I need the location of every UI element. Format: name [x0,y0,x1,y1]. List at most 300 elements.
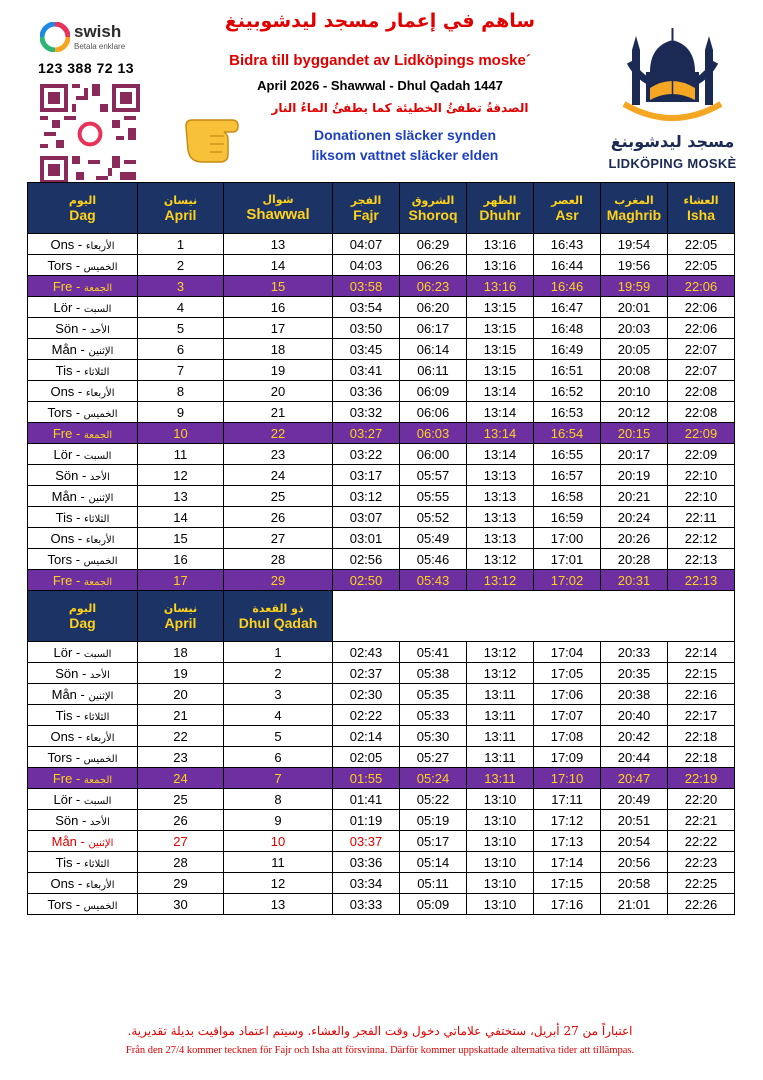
cell-april-day: 4 [138,297,224,318]
separator: - [74,530,86,546]
table-row [28,873,735,894]
table-row [28,444,735,465]
day-swedish: Tors [47,749,73,765]
cell-day [28,873,138,894]
header2-day: اليوم Dag [28,591,138,642]
cell-april-day: 14 [138,507,224,528]
cell-shoroq: 06:26 [400,255,467,276]
day-swedish: Lör [53,299,73,315]
cell-asr: 16:57 [534,465,601,486]
hadith-swedish-line-2: liksom vattnet släcker elden [311,147,499,163]
day-arabic: الخميس [83,900,118,912]
day-swedish: Tors [47,257,73,273]
cell-dhuhr: 13:12 [467,549,534,570]
table-row [28,726,735,747]
day-arabic: الإثنين [88,690,114,702]
cell-hijri-day: 12 [224,873,333,894]
swish-name: swish [74,22,122,41]
cell-isha: 22:19 [668,768,735,789]
cell-april-day: 5 [138,318,224,339]
cell-dhuhr: 13:10 [467,894,534,915]
cell-april-day: 30 [138,894,224,915]
table-row [28,852,735,873]
cell-isha: 22:13 [668,549,735,570]
cell-shoroq: 06:09 [400,381,467,402]
day-arabic: الخميس [83,408,118,420]
cell-shoroq: 06:17 [400,318,467,339]
cell-maghrib: 20:28 [601,549,668,570]
table-row [28,549,735,570]
cell-fajr: 03:17 [333,465,400,486]
separator: - [74,236,86,252]
cell-asr: 16:53 [534,402,601,423]
day-arabic: الإثنين [88,837,114,849]
cell-dhuhr: 13:14 [467,444,534,465]
cell-fajr: 02:05 [333,747,400,768]
cell-day [28,570,138,591]
cell-hijri-day: 14 [224,255,333,276]
swish-brand [40,22,150,58]
pointing-hand-icon [180,108,260,168]
prayer-times-table [27,182,735,915]
table-row [28,318,735,339]
header-shawwal: شوال Shawwal [224,183,333,234]
cell-shoroq: 05:11 [400,873,467,894]
day-arabic: الجمعة [83,576,113,588]
cell-hijri-day: 15 [224,276,333,297]
cell-april-day: 29 [138,873,224,894]
separator: - [72,896,84,912]
cell-dhuhr: 13:15 [467,297,534,318]
cell-fajr: 01:41 [333,789,400,810]
table-row [28,276,735,297]
cell-day [28,663,138,684]
cell-asr: 17:07 [534,705,601,726]
day-arabic: الثلاثاء [84,513,110,525]
cell-asr: 17:12 [534,810,601,831]
day-swedish: Tis [55,854,73,870]
day-swedish: Fre [52,770,73,786]
cell-fajr: 03:12 [333,486,400,507]
separator: - [72,749,84,765]
cell-hijri-day: 13 [224,894,333,915]
cell-fajr: 03:33 [333,894,400,915]
cell-shoroq: 06:23 [400,276,467,297]
cell-shoroq: 05:49 [400,528,467,549]
hadith-swedish-line-1: Donationen släcker synden [313,127,497,143]
footnote-arabic: اعتباراً من 27 أبريل، ستختفي علاماتي دخول وقت الفجر والعشاء. وسيتم اعتماد مواقيت بديلة تقديرية. [127,1024,633,1038]
table-row [28,528,735,549]
header-isha: العشاء Isha [668,183,735,234]
cell-maghrib: 20:26 [601,528,668,549]
cell-fajr: 03:32 [333,402,400,423]
cell-maghrib: 20:44 [601,747,668,768]
day-arabic: الثلاثاء [84,858,110,870]
day-arabic: الخميس [83,753,118,765]
swish-number: 123 388 72 13 [38,60,135,76]
cell-asr: 17:02 [534,570,601,591]
cell-day [28,549,138,570]
table-row [28,570,735,591]
cell-dhuhr: 13:10 [467,852,534,873]
cell-day [28,528,138,549]
cell-fajr: 03:50 [333,318,400,339]
cell-dhuhr: 13:16 [467,234,534,255]
cell-hijri-day: 5 [224,726,333,747]
cell-hijri-day: 26 [224,507,333,528]
table-row [28,402,735,423]
title-arabic: ساهم في إعمار مسجد ليدشوبينغ [224,10,536,32]
cell-asr: 16:59 [534,507,601,528]
separator: - [72,854,85,870]
day-arabic: الأربعاء [85,879,115,891]
cell-hijri-day: 23 [224,444,333,465]
cell-hijri-day: 18 [224,339,333,360]
cell-isha: 22:10 [668,486,735,507]
table-row [28,684,735,705]
cell-hijri-day: 11 [224,852,333,873]
cell-isha: 22:17 [668,705,735,726]
footnote-swedish: Från den 27/4 kommer tecknen för Fajr och Isha att försvinna. Därför kommer uppskattade alternativa tider att tillämpas. [125,1045,635,1056]
cell-fajr: 03:36 [333,381,400,402]
cell-april-day: 12 [138,465,224,486]
separator: - [74,875,86,891]
separator: - [72,551,84,567]
day-arabic: الأحد [89,669,110,681]
day-arabic: الجمعة [83,429,113,441]
cell-fajr: 02:56 [333,549,400,570]
cell-april-day: 22 [138,726,224,747]
cell-fajr: 03:37 [333,831,400,852]
day-swedish: Ons [50,383,75,399]
separator: - [74,728,86,744]
cell-asr: 17:16 [534,894,601,915]
cell-hijri-day: 7 [224,768,333,789]
header-maghrib: المغرب Maghrib [601,183,668,234]
cell-april-day: 13 [138,486,224,507]
cell-isha: 22:15 [668,663,735,684]
day-swedish: Mån [51,686,77,702]
hadith-arabic: الصدقةُ تطفئُ الخطيئة كما يطفئُ الماءُ النار [271,101,529,115]
cell-maghrib: 20:38 [601,684,668,705]
cell-day [28,339,138,360]
cell-day [28,486,138,507]
table-row [28,297,735,318]
separator: - [72,446,84,462]
cell-hijri-day: 16 [224,297,333,318]
cell-april-day: 2 [138,255,224,276]
cell-maghrib: 20:51 [601,810,668,831]
cell-fajr: 03:01 [333,528,400,549]
day-arabic: الأربعاء [85,240,115,252]
cell-isha: 22:14 [668,642,735,663]
cell-fajr: 02:30 [333,684,400,705]
cell-isha: 22:06 [668,318,735,339]
day-arabic: الأحد [89,816,110,828]
cell-isha: 22:26 [668,894,735,915]
header2-dhul-qadah: ذو القعدة Dhul Qadah [224,591,333,642]
cell-hijri-day: 25 [224,486,333,507]
cell-april-day: 16 [138,549,224,570]
cell-asr: 17:11 [534,789,601,810]
cell-asr: 17:05 [534,663,601,684]
cell-dhuhr: 13:12 [467,570,534,591]
cell-fajr: 03:36 [333,852,400,873]
cell-isha: 22:10 [668,465,735,486]
cell-day [28,726,138,747]
cell-dhuhr: 13:13 [467,465,534,486]
cell-maghrib: 20:05 [601,339,668,360]
separator: - [72,257,84,273]
cell-april-day: 8 [138,381,224,402]
cell-dhuhr: 13:10 [467,789,534,810]
mosque-logo-icon [610,12,735,142]
day-swedish: Sön [55,467,79,483]
cell-april-day: 15 [138,528,224,549]
swish-tagline: Betala enklare [74,42,126,51]
cell-asr: 16:55 [534,444,601,465]
cell-asr: 16:52 [534,381,601,402]
day-swedish: Tors [47,896,73,912]
cell-dhuhr: 13:12 [467,642,534,663]
cell-maghrib: 20:08 [601,360,668,381]
cell-shoroq: 05:17 [400,831,467,852]
cell-day [28,381,138,402]
cell-shoroq: 05:41 [400,642,467,663]
cell-shoroq: 05:24 [400,768,467,789]
separator: - [72,404,84,420]
cell-asr: 17:06 [534,684,601,705]
separator: - [76,341,89,357]
separator: - [76,488,89,504]
cell-isha: 22:16 [668,684,735,705]
cell-hijri-day: 3 [224,684,333,705]
cell-dhuhr: 13:13 [467,507,534,528]
cell-hijri-day: 19 [224,360,333,381]
cell-maghrib: 20:15 [601,423,668,444]
cell-maghrib: 20:03 [601,318,668,339]
cell-april-day: 20 [138,684,224,705]
cell-dhuhr: 13:14 [467,402,534,423]
cell-day [28,684,138,705]
cell-fajr: 02:43 [333,642,400,663]
cell-fajr: 03:45 [333,339,400,360]
cell-fajr: 02:22 [333,705,400,726]
day-swedish: Lör [53,644,73,660]
cell-shoroq: 05:35 [400,684,467,705]
cell-hijri-day: 27 [224,528,333,549]
table-header-shawwal [28,183,735,234]
cell-isha: 22:12 [668,528,735,549]
cell-hijri-day: 13 [224,234,333,255]
cell-shoroq: 06:20 [400,297,467,318]
cell-asr: 17:04 [534,642,601,663]
cell-dhuhr: 13:15 [467,339,534,360]
cell-asr: 16:47 [534,297,601,318]
cell-shoroq: 06:14 [400,339,467,360]
cell-shoroq: 06:00 [400,444,467,465]
cell-shoroq: 05:19 [400,810,467,831]
cell-fajr: 03:27 [333,423,400,444]
day-swedish: Tis [55,707,73,723]
cell-maghrib: 20:17 [601,444,668,465]
header-april: نيسان April [138,183,224,234]
cell-fajr: 02:50 [333,570,400,591]
cell-day [28,360,138,381]
day-swedish: Lör [53,791,73,807]
mosque-name-arabic: مسجد ليدشوبنغ [610,132,735,151]
swish-qr-code-icon [40,84,140,184]
separator: - [74,383,86,399]
cell-day [28,444,138,465]
cell-dhuhr: 13:11 [467,705,534,726]
mosque-name-swedish: LIDKÖPING MOSKÈ [608,156,737,171]
cell-dhuhr: 13:11 [467,726,534,747]
day-swedish: Tis [55,362,73,378]
cell-dhuhr: 13:15 [467,318,534,339]
day-arabic: الأحد [89,471,110,483]
cell-hijri-day: 8 [224,789,333,810]
separator: - [72,791,84,807]
cell-shoroq: 05:27 [400,747,467,768]
table-row [28,465,735,486]
cell-shoroq: 05:33 [400,705,467,726]
cell-isha: 22:07 [668,339,735,360]
cell-april-day: 28 [138,852,224,873]
separator: - [76,686,89,702]
cell-dhuhr: 13:10 [467,810,534,831]
cell-asr: 17:01 [534,549,601,570]
cell-april-day: 24 [138,768,224,789]
separator: - [72,299,84,315]
cell-shoroq: 06:03 [400,423,467,444]
table-row [28,789,735,810]
table-row [28,381,735,402]
cell-maghrib: 20:47 [601,768,668,789]
table-row [28,255,735,276]
cell-april-day: 26 [138,810,224,831]
cell-maghrib: 20:10 [601,381,668,402]
cell-isha: 22:18 [668,747,735,768]
day-swedish: Fre [52,278,73,294]
cell-hijri-day: 29 [224,570,333,591]
cell-april-day: 1 [138,234,224,255]
cell-isha: 22:13 [668,570,735,591]
cell-maghrib: 19:56 [601,255,668,276]
cell-day [28,810,138,831]
cell-hijri-day: 28 [224,549,333,570]
cell-shoroq: 05:22 [400,789,467,810]
cell-isha: 22:22 [668,831,735,852]
cell-fajr: 03:07 [333,507,400,528]
cell-april-day: 17 [138,570,224,591]
separator: - [72,572,84,588]
cell-hijri-day: 17 [224,318,333,339]
cell-asr: 17:14 [534,852,601,873]
cell-day [28,297,138,318]
cell-dhuhr: 13:11 [467,768,534,789]
day-swedish: Ons [50,236,75,252]
cell-isha: 22:05 [668,234,735,255]
cell-fajr: 02:14 [333,726,400,747]
cell-dhuhr: 13:13 [467,528,534,549]
cell-day [28,465,138,486]
day-swedish: Sön [55,665,79,681]
cell-dhuhr: 13:11 [467,684,534,705]
cell-maghrib: 20:54 [601,831,668,852]
day-arabic: السبت [83,795,112,807]
cell-fajr: 03:54 [333,297,400,318]
day-arabic: الخميس [83,555,118,567]
cell-fajr: 04:07 [333,234,400,255]
table-row [28,507,735,528]
cell-maghrib: 20:24 [601,507,668,528]
cell-isha: 22:09 [668,423,735,444]
cell-maghrib: 20:56 [601,852,668,873]
cell-maghrib: 20:19 [601,465,668,486]
cell-asr: 16:48 [534,318,601,339]
day-arabic: الأحد [89,324,110,336]
cell-isha: 22:18 [668,726,735,747]
cell-shoroq: 05:43 [400,570,467,591]
cell-asr: 16:54 [534,423,601,444]
day-arabic: الأربعاء [85,534,115,546]
table-row [28,486,735,507]
cell-april-day: 9 [138,402,224,423]
day-arabic: الخميس [83,261,118,273]
cell-maghrib: 21:01 [601,894,668,915]
separator: - [72,509,85,525]
cell-isha: 22:23 [668,852,735,873]
cell-maghrib: 20:35 [601,663,668,684]
day-arabic: السبت [83,450,112,462]
cell-maghrib: 19:54 [601,234,668,255]
cell-fajr: 01:19 [333,810,400,831]
cell-isha: 22:21 [668,810,735,831]
cell-dhuhr: 13:10 [467,873,534,894]
cell-asr: 17:00 [534,528,601,549]
cell-hijri-day: 21 [224,402,333,423]
swish-logo-icon [40,22,70,52]
header-blank-area [333,591,735,642]
cell-april-day: 11 [138,444,224,465]
cell-shoroq: 05:57 [400,465,467,486]
cell-day [28,852,138,873]
day-swedish: Mån [51,488,77,504]
cell-maghrib: 20:42 [601,726,668,747]
separator: - [76,833,89,849]
day-swedish: Ons [50,530,75,546]
table-row [28,360,735,381]
cell-day [28,318,138,339]
cell-dhuhr: 13:12 [467,663,534,684]
cell-isha: 22:06 [668,276,735,297]
cell-dhuhr: 13:11 [467,747,534,768]
cell-asr: 16:43 [534,234,601,255]
cell-asr: 17:15 [534,873,601,894]
cell-maghrib: 20:58 [601,873,668,894]
day-arabic: الثلاثاء [84,711,110,723]
cell-day [28,234,138,255]
header-fajr: الفجر Fajr [333,183,400,234]
cell-asr: 16:46 [534,276,601,297]
cell-shoroq: 05:55 [400,486,467,507]
cell-april-day: 10 [138,423,224,444]
cell-dhuhr: 13:16 [467,276,534,297]
separator: - [78,665,90,681]
day-arabic: الإثنين [88,492,114,504]
separator: - [72,425,84,441]
